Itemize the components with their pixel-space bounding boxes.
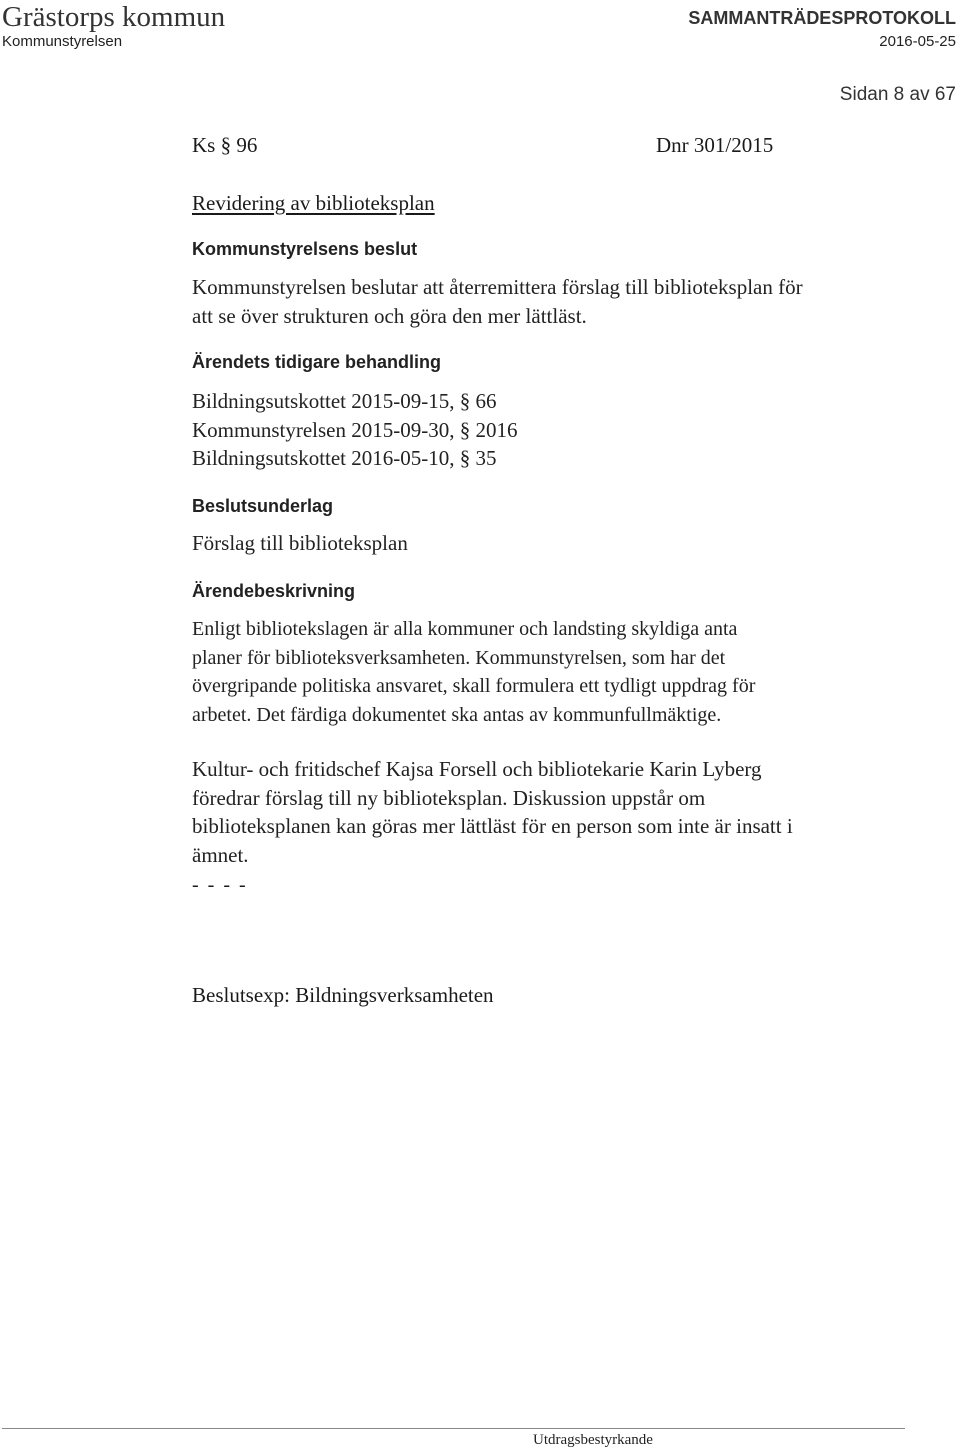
decision-heading: Kommunstyrelsens beslut — [192, 239, 418, 259]
document-date: 2016-05-25 — [879, 33, 956, 50]
basis-text — [192, 529, 912, 558]
case-number: Ks § 96 — [192, 133, 258, 157]
description-line: övergripande politiska ansvaret, skall formulera ett tydligt uppdrag för — [192, 675, 756, 697]
discussion-line: biblioteksplanen kan göras mer lättläst för en person som inte är insatt i — [192, 814, 793, 838]
description-line: Enligt bibliotekslagen är alla kommuner och landsting skyldiga anta — [192, 618, 738, 640]
history-item: Bildningsutskottet 2015-09-15, § 66 — [192, 389, 497, 413]
decision-dispatch: Beslutsexp: Bildningsverksamheten — [192, 983, 494, 1007]
registration-number: Dnr 301/2015 — [656, 133, 774, 157]
history-item: Kommunstyrelsen 2015-09-30, § 2016 — [192, 417, 518, 442]
department-name: Kommunstyrelsen — [2, 33, 123, 50]
discussion-text — [192, 755, 912, 869]
description-text — [192, 615, 912, 729]
footer-label: Utdragsbestyrkande — [533, 1432, 653, 1448]
history-list — [192, 387, 912, 473]
description-line: planer för biblioteksverksamheten. Kommunstyrelsen, som har det — [192, 646, 726, 669]
history-item: Bildningsutskottet 2016-05-10, § 35 — [192, 446, 497, 470]
decision-text — [192, 273, 912, 330]
history-heading: Ärendets tidigare behandling — [192, 352, 442, 372]
discussion-line: föredrar förslag till ny biblioteksplan. Diskussion uppstår om — [192, 785, 706, 810]
discussion-line: ämnet. — [192, 842, 249, 867]
basis-item: Förslag till biblioteksplan — [192, 531, 408, 555]
footer-rule — [2, 1428, 905, 1429]
description-heading: Ärendebeskrivning — [192, 581, 356, 601]
section-separator: - - - - — [192, 874, 248, 896]
case-subject: Revidering av biblioteksplan — [192, 191, 435, 215]
description-line: arbetet. Det färdiga dokumentet ska antas av kommunfullmäktige. — [192, 703, 722, 726]
document-type: SAMMANTRÄDESPROTOKOLL — [688, 8, 956, 28]
discussion-line: Kultur- och fritidschef Kajsa Forsell och bibliotekarie Karin Lyberg — [192, 757, 762, 781]
organization-name: Grästorps kommun — [2, 1, 226, 33]
page-indicator: Sidan 8 av 67 — [839, 84, 956, 105]
basis-heading: Beslutsunderlag — [192, 496, 334, 516]
decision-line: Kommunstyrelsen beslutar att återremittera förslag till biblioteksplan för — [192, 275, 803, 299]
decision-line: att se över strukturen och göra den mer lättläst. — [192, 303, 587, 328]
